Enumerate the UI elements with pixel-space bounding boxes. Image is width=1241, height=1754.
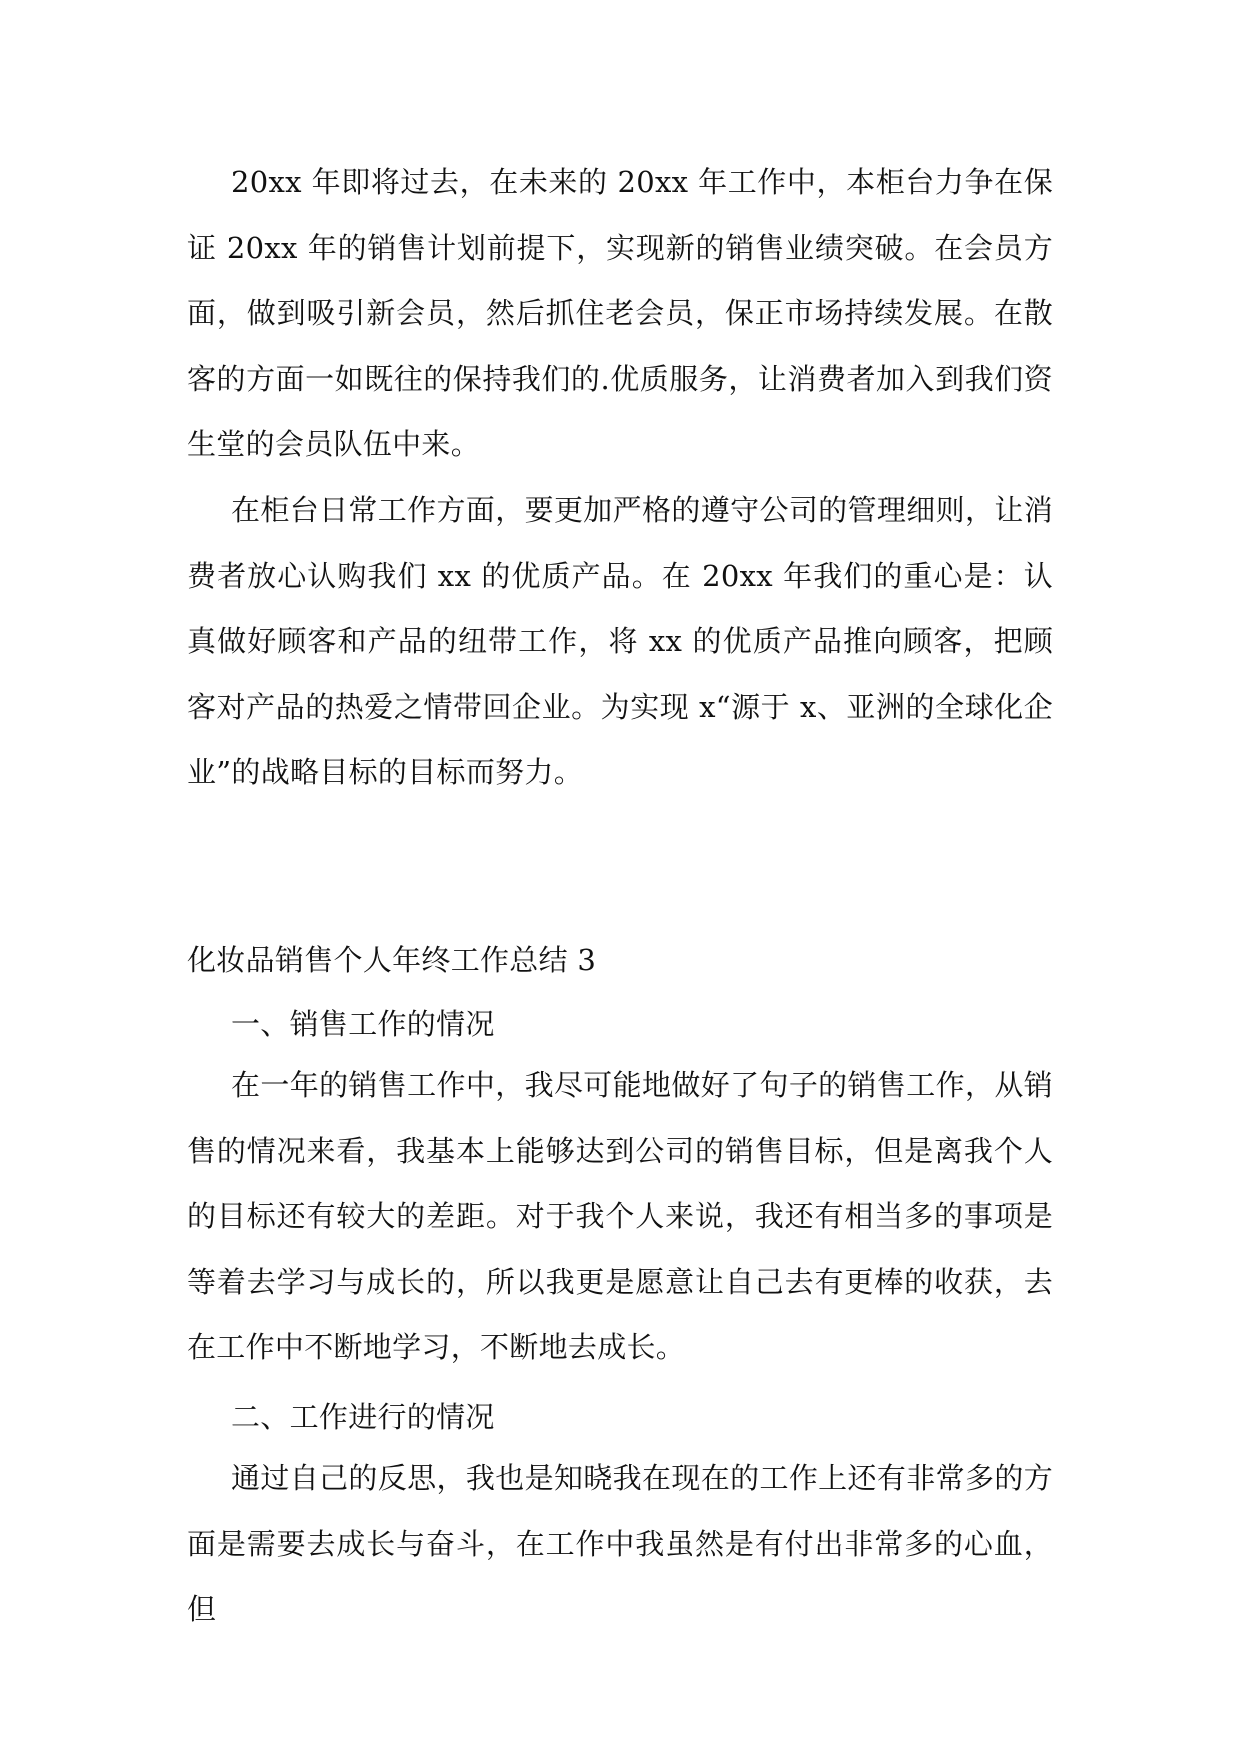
paragraph-sales-work: 在一年的销售工作中，我尽可能地做好了句子的销售工作，从销售的情况来看，我基本上能够达到公司的销售目标，但是离我个人的目标还有较大的差距。对于我个人来说，我还有相当多的事项是等着去学习与成长的，所以我更是愿意让自己去有更棒的收获，去在工作中不断地学习，不断地去成长。 [187, 1068, 1053, 1364]
paragraph-plans-20xx: 20xx 年即将过去，在未来的 20xx 年工作中，本柜台力争在保证 20xx 年的销售计划前提下，实现新的销售业绩突破。在会员方面，做到吸引新会员，然后抓住老会员，保正市场持续发展。在散客的方面一如既往的保持我们的.优质服务，让消费者加入到我们资生堂的会员队伍中来。 [187, 165, 1053, 461]
heading-sales-work: 一、销售工作的情况 [231, 1007, 495, 1041]
section-title: 化妆品销售个人年终工作总结 3 [187, 943, 597, 977]
paragraph-counter-work: 在柜台日常工作方面，要更加严格的遵守公司的管理细则，让消费者放心认购我们 xx 的优质产品。在 20xx 年我们的重心是：认真做好顾客和产品的纽带工作，将 xx 的优质产品推向顾客，把顾客对产品的热爱之情带回企业。为实现 x“源于 x、亚洲的全球化企业”的战略目标的目标而努力。 [187, 493, 1053, 789]
paragraph-reflection: 通过自己的反思，我也是知晓我在现在的工作上还有非常多的方面是需要去成长与奋斗，在工作中我虽然是有付出非常多的心血，但 [187, 1461, 1053, 1626]
heading-work-progress: 二、工作进行的情况 [231, 1400, 495, 1434]
